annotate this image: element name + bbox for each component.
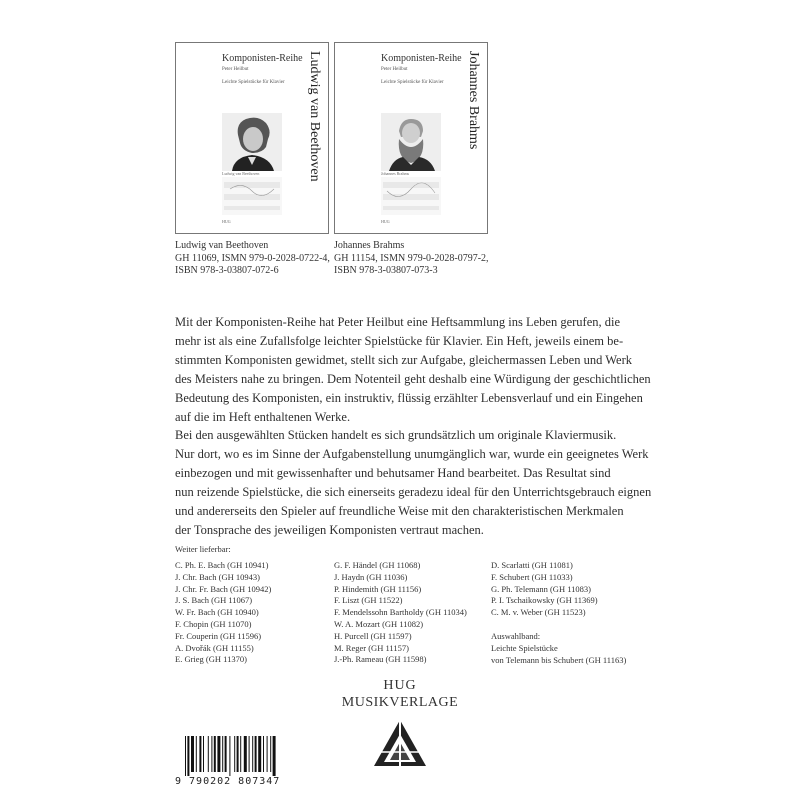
barcode-bars-icon [175, 736, 325, 778]
list-item: W. Fr. Bach (GH 10940) [175, 607, 259, 618]
cover-beethoven [175, 42, 329, 234]
text-line: nun reizende Spielstücke, die sich einerseits geradezu ideal für den Unterrichtsgebrauch eignen [175, 485, 652, 499]
brahms-portrait [381, 113, 441, 171]
cover-composer-vertical: Ludwig van Beethoven [307, 51, 322, 182]
list-item: A. Dvořák (GH 11155) [175, 642, 254, 653]
text-line: Nur dort, wo es im Sinne der Aufgabenstellung unumgänglich war, wurde ein geeignetes Werk [175, 447, 649, 461]
description-paragraph-2 [175, 426, 652, 540]
cover-info-brahms [334, 240, 489, 278]
list-item: C. M. v. Weber (GH 11523) [491, 607, 586, 618]
text-line: stimmten Komponisten gewidmet, stellt sich zur Aufgabe, gleichermassen Leben und Werk [175, 353, 632, 367]
sheet-music-image [222, 177, 282, 215]
text-line: Bedeutung des Komponisten, ein instruktiv, flüssig erzählter Lebensverlauf und ein Eingehen [175, 391, 643, 405]
text-line: und andererseits den Spieler auf freundliche Weise mit den charakteristischen Merkmalen [175, 504, 624, 518]
list-item: F. Chopin (GH 11070) [175, 618, 252, 629]
cover-info-beethoven [175, 240, 330, 278]
catalog-column-2 [334, 560, 467, 666]
list-item: E. Grieg (GH 11370) [175, 654, 247, 665]
list-item: G. F. Händel (GH 11068) [334, 560, 421, 570]
cover-series-title: Komponisten-Reihe [381, 53, 462, 64]
cover-caption: Ludwig van Beethoven [222, 171, 260, 176]
list-item: W. A. Mozart (GH 11082) [334, 618, 424, 629]
list-item: Fr. Couperin (GH 11596) [175, 630, 262, 641]
selection-line: von Telemann bis Schubert (GH 11163) [491, 654, 627, 665]
info-title: Ludwig van Beethoven [175, 240, 269, 251]
list-item: J. Chr. Fr. Bach (GH 10942) [175, 583, 272, 594]
list-item: J. Haydn (GH 11036) [334, 571, 408, 582]
catalog-column-3 [491, 560, 598, 619]
list-item: C. Ph. E. Bach (GH 10941) [175, 560, 269, 570]
list-item: J. S. Bach (GH 11067) [175, 595, 253, 606]
cover-subtitle: Leichte Spielstücke für Klavier [222, 80, 285, 85]
barcode [175, 736, 325, 786]
selection-volume [491, 631, 626, 666]
list-item: P. I. Tschaikowsky (GH 11369) [491, 595, 598, 606]
text-line: Mit der Komponisten-Reihe hat Peter Heilbut eine Heftsammlung ins Leben gerufen, die [175, 315, 621, 329]
cover-author: Peter Heilbut [381, 67, 408, 72]
list-item: F. Schubert (GH 11033) [491, 571, 573, 582]
info-title: Johannes Brahms [334, 240, 405, 251]
cover-brahms [334, 42, 488, 234]
cover-publisher-small: HUG [381, 219, 390, 224]
cover-publisher-small: HUG [222, 219, 231, 224]
info-isbn: ISBN 978-3-03807-073-3 [334, 265, 438, 276]
barcode-digits: 9 790202 807347 [175, 776, 281, 787]
publisher-name-musikverlage: MUSIKVERLAGE [341, 695, 459, 710]
beethoven-portrait [222, 113, 282, 171]
catalog-column-1 [175, 560, 271, 666]
list-item: H. Purcell (GH 11597) [334, 630, 412, 641]
sheet-music-image [381, 177, 441, 215]
cover-author: Peter Heilbut [222, 67, 249, 72]
cover-composer-vertical: Johannes Brahms [466, 51, 481, 150]
text-line: mehr ist als eine Zufallsfolge leichter Spielstücke für Klavier. Ein Heft, jeweils einem be- [175, 334, 624, 348]
text-line: des Meisters nahe zu bringen. Dem Notenteil geht deshalb eine Würdigung der geschichtlichen [175, 372, 651, 386]
list-item: J. Chr. Bach (GH 10943) [175, 571, 260, 582]
text-line: auf die im Heft enthaltenen Werke. [175, 410, 351, 424]
cover-caption: Johannes Brahms [381, 171, 410, 176]
cover-series-title: Komponisten-Reihe [222, 53, 303, 64]
text-line: Bei den ausgewählten Stücken handelt es sich grundsätzlich um originale Klaviermusik. [175, 428, 617, 442]
info-numbers: GH 11069, ISMN 979-0-2028-0722-4, [175, 252, 330, 264]
text-line: einbezogen und mit gewissenhafter und behutsamer Hand bearbeitet. Das Resultat sind [175, 466, 611, 480]
list-item: G. Ph. Telemann (GH 11083) [491, 583, 591, 594]
description-paragraph-1 [175, 313, 651, 427]
publisher-name-hug: HUG [383, 678, 417, 693]
list-item: P. Hindemith (GH 11156) [334, 583, 422, 594]
list-item: M. Reger (GH 11157) [334, 642, 409, 653]
further-available-label: Weiter lieferbar: [175, 544, 231, 554]
list-item: F. Mendelssohn Bartholdy (GH 11034) [334, 607, 467, 618]
list-item: D. Scarlatti (GH 11081) [491, 560, 573, 570]
selection-line: Leichte Spielstücke [491, 642, 558, 653]
list-item: F. Liszt (GH 11522) [334, 595, 403, 606]
selection-label: Auswahlband: [491, 631, 541, 641]
cover-subtitle: Leichte Spielstücke für Klavier [381, 80, 444, 85]
info-numbers: GH 11154, ISMN 979-0-2028-0797-2, [334, 252, 489, 264]
text-line: der Tonsprache des jeweiligen Komponisten vertraut machen. [175, 523, 484, 537]
info-isbn: ISBN 978-3-03807-072-6 [175, 265, 279, 276]
list-item: J.-Ph. Rameau (GH 11598) [334, 654, 427, 665]
publisher-logo-icon [370, 716, 430, 775]
